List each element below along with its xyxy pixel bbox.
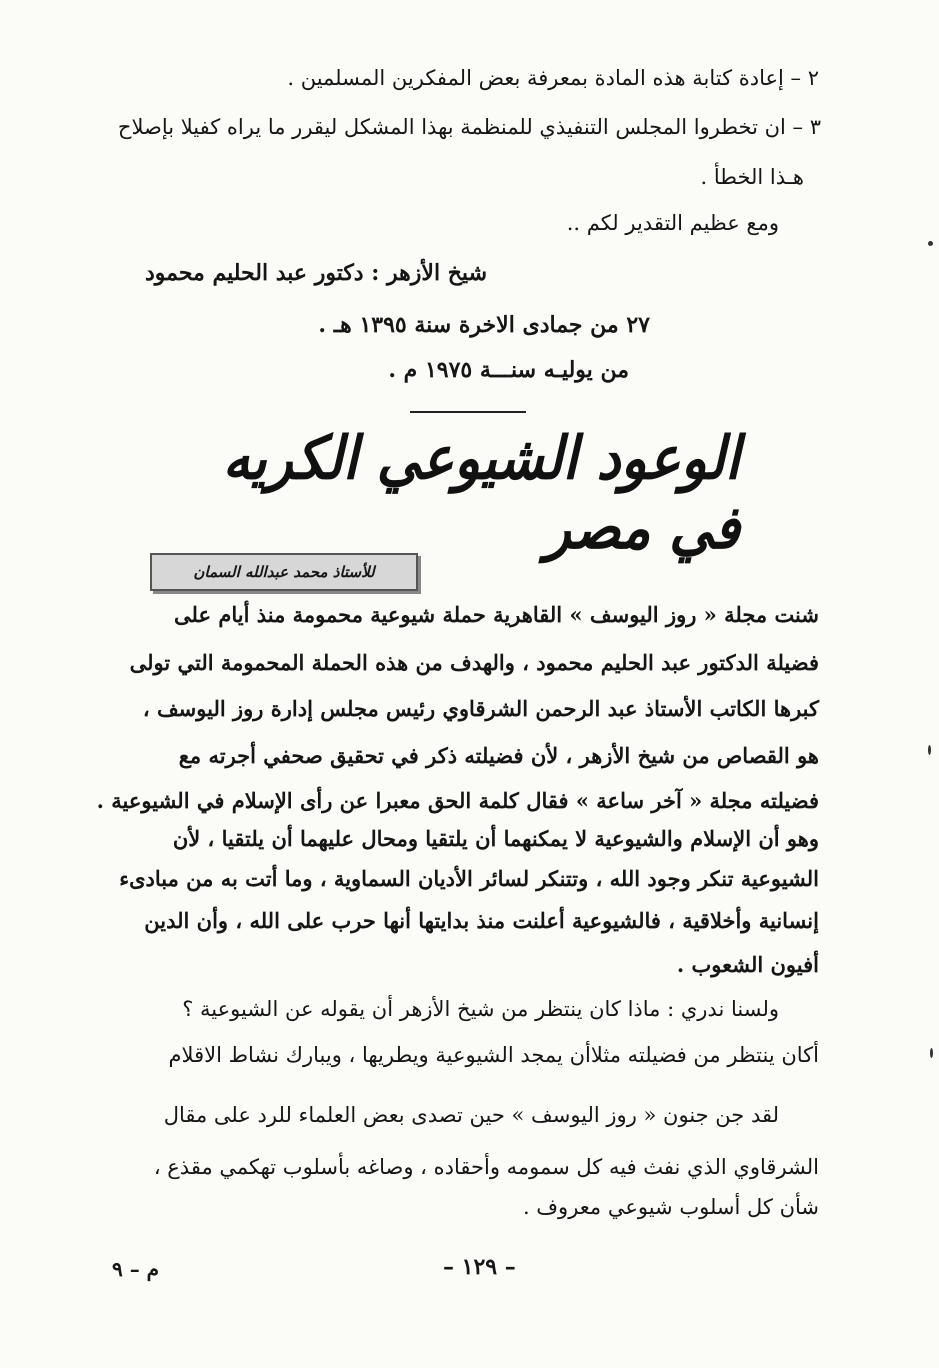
scan-mark bbox=[928, 241, 933, 246]
signature-gregorian-date: من يوليـه سنـــة ١٩٧٥ م . bbox=[388, 357, 629, 383]
article-line: الشيوعية تنكر وجود الله ، وتتنكر لسائر الأديان السماوية ، وما أتت به من مبادىء bbox=[119, 866, 819, 891]
article-line: الشرقاوي الذي نفث فيه كل سمومه وأحقاده ، وصاغه بأسلوب تهكمي مقذع ، bbox=[153, 1155, 819, 1179]
letter-closing: ومع عظيم التقدير لكم .. bbox=[566, 211, 779, 235]
scan-mark bbox=[928, 745, 931, 755]
article-line: ولسنا ندري : ماذا كان ينتظر من شيخ الأزهر أن يقوله عن الشيوعية ؟ bbox=[182, 997, 779, 1021]
article-line: شأن كل أسلوب شيوعي معروف . bbox=[522, 1195, 819, 1219]
author-byline: للأستاذ محمد عبدالله السمان bbox=[150, 553, 418, 591]
page-number: – ١٢٩ – bbox=[443, 1254, 516, 1280]
signature-name: شيخ الأزهر : دكتور عبد الحليم محمود bbox=[144, 260, 487, 286]
article-line: لقد جن جنون « روز اليوسف » حين تصدى بعض العلماء للرد على مقال bbox=[163, 1103, 779, 1127]
scan-mark bbox=[930, 1048, 933, 1058]
letter-item-3: ٣ – ان تخطروا المجلس التنفيذي للمنظمة بهذا المشكل ليقرر ما يراه كفيلا بإصلاح bbox=[117, 115, 821, 139]
signature-hijri-date: ٢٧ من جمادى الاخرة سنة ١٣٩٥ هـ . bbox=[318, 312, 650, 338]
letter-item-3-continued: هـذا الخطأ . bbox=[700, 165, 804, 189]
article-line: أكان ينتظر من فضيلته مثلاأن يمجد الشيوعية ويطريها ، ويبارك نشاط الاقلام bbox=[168, 1043, 819, 1067]
article-line: فضيلته مجلة « آخر ساعة » فقال كلمة الحق معبرا عن رأى الإسلام في الشيوعية . bbox=[96, 788, 819, 813]
article-line: كبرها الكاتب الأستاذ عبد الرحمن الشرقاوي رئيس مجلس إدارة روز اليوسف ، bbox=[142, 696, 819, 721]
section-divider bbox=[410, 411, 526, 413]
article-line: إنسانية وأخلاقية ، فالشيوعية أعلنت منذ بدايتها أنها حرب على الله ، وأن الدين bbox=[144, 908, 819, 933]
article-line: فضيلة الدكتور عبد الحليم محمود ، والهدف من هذه الحملة المحمومة التي تولى bbox=[129, 650, 819, 675]
signature-mark: م – ٩ bbox=[112, 1257, 160, 1281]
article-title: الوعود الشيوعي الكريه في مصر bbox=[222, 423, 740, 563]
article-line: شنت مجلة « روز اليوسف » القاهرية حملة شيوعية محمومة منذ أيام على bbox=[174, 602, 819, 627]
article-line: أفيون الشعوب . bbox=[676, 952, 819, 977]
article-line: هو القصاص من شيخ الأزهر ، لأن فضيلته ذكر في تحقيق صحفي أجرته مع bbox=[178, 743, 819, 768]
letter-item-2: ٢ – إعادة كتابة هذه المادة بمعرفة بعض المفكرين المسلمين . bbox=[287, 66, 819, 90]
article-line: وهو أن الإسلام والشيوعية لا يمكنهما أن يلتقيا ومحال عليهما أن يلتقيا ، لأن bbox=[172, 826, 819, 851]
